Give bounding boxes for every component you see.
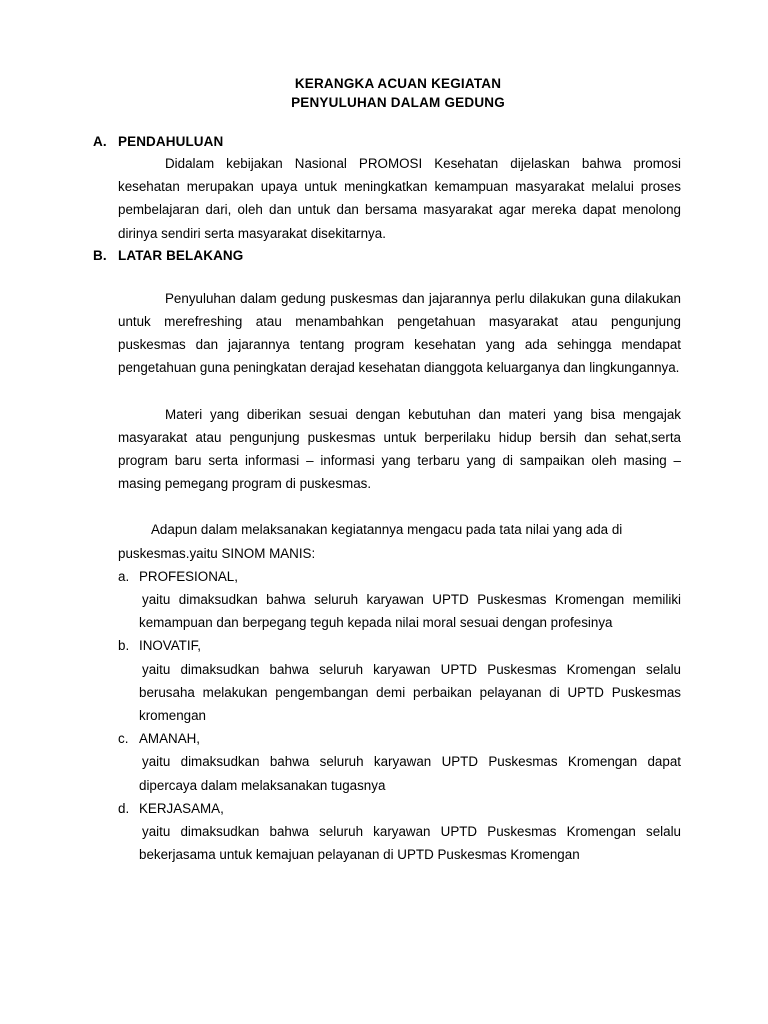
list-item-name: INOVATIF, [139, 638, 201, 654]
list-item [118, 565, 681, 635]
section-title-a: PENDAHULUAN [118, 134, 224, 149]
values-list [93, 565, 681, 867]
list-item-title [118, 797, 681, 820]
list-item [118, 634, 681, 727]
list-item-title [118, 727, 681, 750]
paragraph-latar-belakang-3: Adapun dalam melaksanakan kegiatannya mengacu pada tata nilai yang ada di puskesmas.yaitu SINOM MANIS: [118, 522, 623, 561]
document-title [93, 74, 681, 112]
list-item [118, 797, 681, 867]
list-item-marker: a. [118, 568, 130, 584]
document-content [93, 74, 681, 866]
list-item-name: KERJASAMA, [139, 800, 224, 816]
list-item-description: yaitu dimaksudkan bahwa seluruh karyawan UPTD Puskesmas Kromengan selalu berusaha melakukan pengembangan demi perbaikan pelayanan di UPTD Puskesmas kromengan [139, 661, 681, 724]
section-heading-latar-belakang [93, 245, 681, 266]
section-title-b: LATAR BELAKANG [118, 247, 244, 263]
paragraph-latar-belakang-1: Penyuluhan dalam gedung puskesmas dan jajarannya perlu dilakukan guna dilakukan untuk merefreshing atau menambahkan pengetahuan masyarakat atau pengunjung puskesmas dan jajarannya tentang program kesehatan yang ada sehingga mendapat pengetahuan guna peningkatan derajad kesehatan dianggota keluarganya dan lingkungannya. [118, 290, 681, 376]
list-item-description: yaitu dimaksudkan bahwa seluruh karyawan UPTD Puskesmas Kromengan memiliki kemampuan dan berpegang teguh kepada nilai moral sesuai dengan profesinya [139, 592, 681, 631]
list-item-description: yaitu dimaksudkan bahwa seluruh karyawan UPTD Puskesmas Kromengan selalu bekerjasama untuk kemajuan pelayanan di UPTD Puskesmas Kromengan [139, 824, 681, 863]
list-item-title [118, 565, 681, 588]
paragraph-pendahuluan-1: Didalam kebijakan Nasional PROMOSI Kesehatan dijelaskan bahwa promosi kesehatan merupakan upaya untuk meningkatkan kemampuan masyarakat melalui proses pembelajaran dari, oleh dan untuk dan bersama masyarakat agar mereka dapat menolong dirinya sendiri serta masyarakat disekitarnya. [118, 156, 681, 241]
list-item-marker: c. [118, 731, 129, 747]
document-title-line-2: PENYULUHAN DALAM GEDUNG [291, 95, 505, 110]
document-title-line-1: KERANGKA ACUAN KEGIATAN [294, 76, 502, 91]
list-item-name: PROFESIONAL, [139, 568, 238, 584]
list-item-marker: d. [118, 800, 130, 816]
list-item-description: yaitu dimaksudkan bahwa seluruh karyawan UPTD Puskesmas Kromengan dapat dipercaya dalam melaksanakan tugasnya [139, 754, 681, 793]
section-heading-pendahuluan [93, 131, 681, 152]
list-item-title [118, 634, 681, 657]
list-item-marker: b. [118, 638, 130, 654]
list-item [118, 727, 681, 797]
section-letter-a: A. [93, 134, 107, 149]
list-item-name: AMANAH, [139, 731, 201, 747]
section-letter-b: B. [93, 247, 107, 263]
paragraph-latar-belakang-2: Materi yang diberikan sesuai dengan kebutuhan dan materi yang bisa mengajak masyarakat atau pengunjung puskesmas untuk berperilaku hidup bersih dan sehat,serta program baru serta informasi – informasi yang terbaru yang di sampaikan oleh masing – masing pemegang program di puskesmas. [118, 406, 681, 492]
